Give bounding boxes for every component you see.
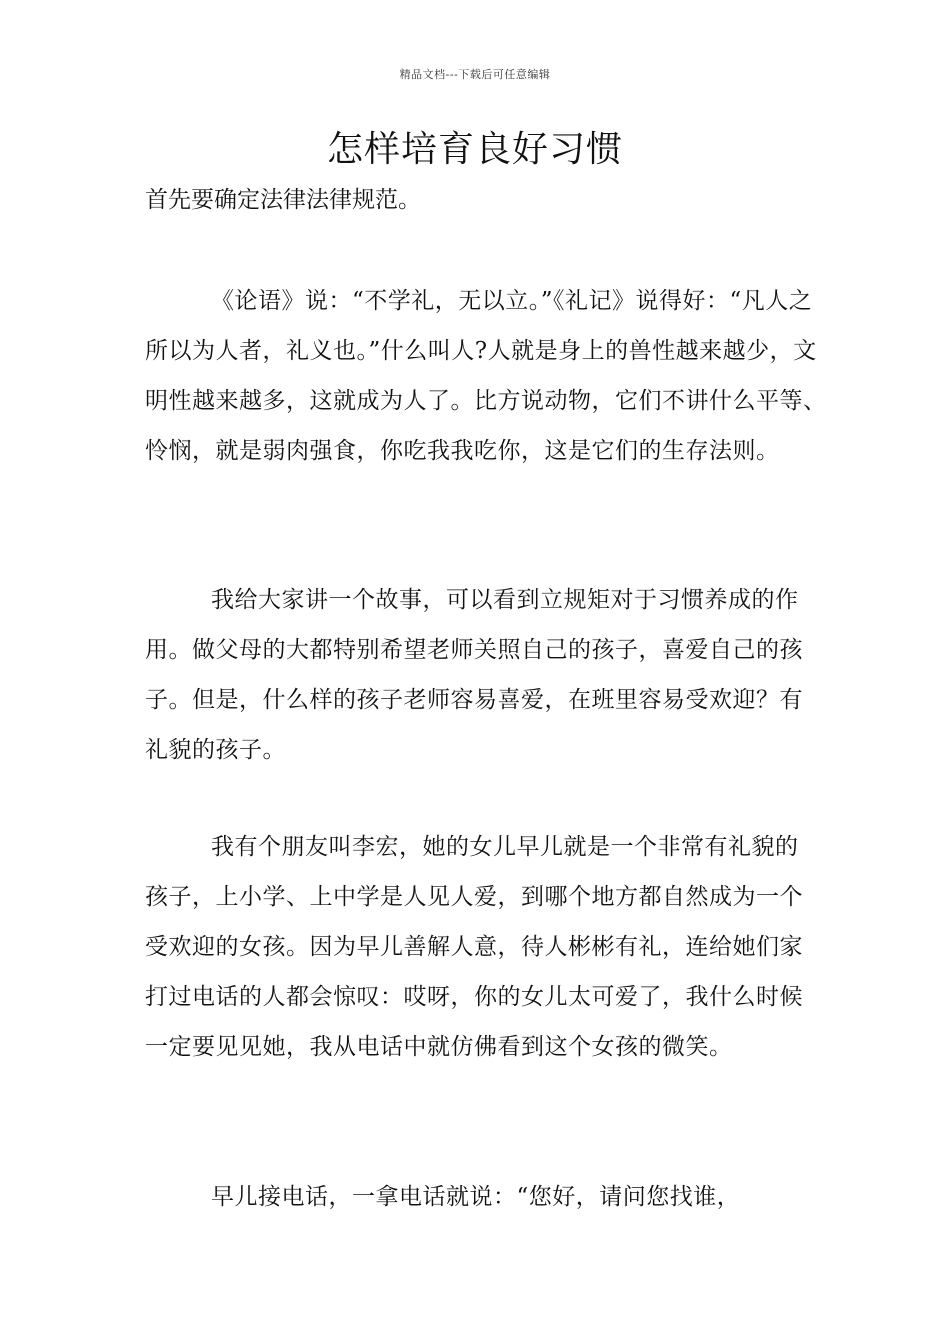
paragraph-4: 早儿接电话，一拿电话就说：“您好，请问您找谁， bbox=[211, 1184, 741, 1210]
intro-line: 首先要确定法律法律规范。 bbox=[145, 187, 421, 213]
paragraph-3: 我有个朋友叫李宏，她的女儿早儿就是一个非常有礼貌的孩子，上小学、上中学是人见人爱，到哪个地方都自然成为一个受欢迎的女孩。因为早儿善解人意，待人彬彬有礼，连给她们家打过电话的人都会惊叹：哎呀，你的女儿太可爱了，我什么时候一定要见见她，我从电话中就仿佛看到这个女孩的微笑。 bbox=[145, 834, 803, 1060]
document-title: 怎样培育良好习惯 bbox=[326, 129, 623, 170]
page-header-note: 精品文档---下载后可任意编辑 bbox=[399, 68, 551, 81]
paragraph-2: 我给大家讲一个故事，可以看到立规矩对于习惯养成的作用。做父母的大都特别希望老师关照自己的孩子，喜爱自己的孩子。但是，什么样的孩子老师容易喜爱，在班里容易受欢迎？有礼貌的孩子。 bbox=[145, 587, 803, 763]
paragraph-1: 《论语》说：“不学礼，无以立。”《礼记》说得好：“凡人之所以为人者，礼义也。”什么叫人?人就是身上的兽性越来越少，文明性越来越多，这就成为人了。比方说动物，它们不讲什么平等、怜悯，就是弱肉强食，你吃我我吃你，这是它们的生存法则。 bbox=[145, 288, 827, 464]
